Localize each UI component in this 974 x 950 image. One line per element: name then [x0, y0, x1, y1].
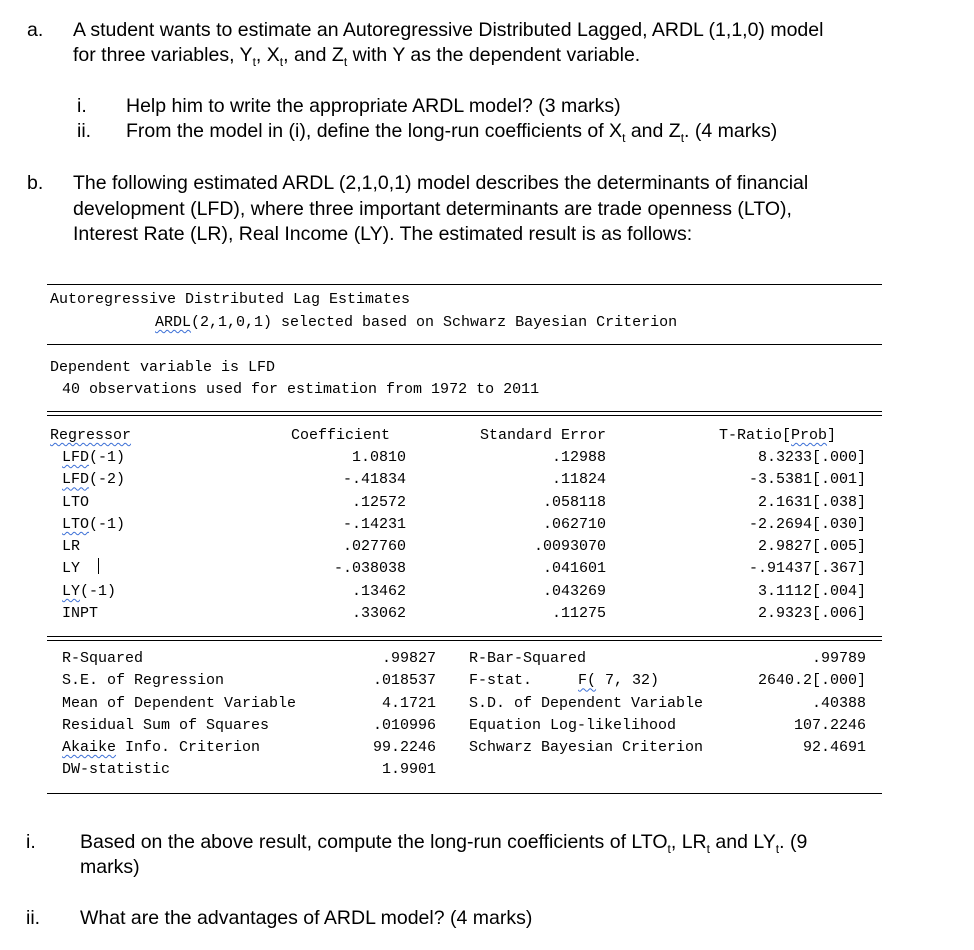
- regressor-cell: LTO: [62, 493, 90, 511]
- part-a-item-1-text: Help him to write the appropriate ARDL model? (3 marks): [126, 95, 621, 117]
- stat-label: DW-statistic: [62, 761, 171, 779]
- header-t-ratio: T-Ratio[Prob]: [719, 427, 837, 444]
- coefficient-cell: -.038038: [333, 560, 406, 578]
- dependent-variable: Dependent variable is LFD: [50, 359, 276, 376]
- t-ratio-column: [700, 447, 866, 625]
- standard-error-cell: .041601: [542, 560, 606, 578]
- coefficient-cell: 1.0810: [351, 449, 406, 466]
- coefficient-cell: .33062: [351, 605, 406, 623]
- output-subtitle: ARDL(2,1,0,1) selected based on Schwarz Bayesian Criterion: [155, 314, 678, 331]
- t-ratio-cell: -2.2694[.030]: [748, 515, 866, 533]
- observations: 40 observations used for estimation from 1972 to 2011: [62, 381, 540, 398]
- part-a-item-2-text: From the model in (i), define the long-run coefficients of $X_t$ and $Z_t$. (4 marks): [126, 120, 778, 145]
- t-ratio-cell: -3.5381[.001]: [748, 471, 866, 489]
- stat-value: .40388: [811, 694, 866, 712]
- regressor-column: [62, 447, 125, 625]
- stat-label: S.D. of Dependent Variable: [469, 694, 704, 712]
- part-a-item-1-number: i.: [77, 95, 87, 117]
- t-ratio-cell: 8.3233[.000]: [757, 449, 866, 466]
- standard-error-column: [490, 447, 606, 625]
- t-ratio-cell: -.91437[.367]: [748, 560, 866, 578]
- output-rule-4: [47, 636, 882, 641]
- output-title: Autoregressive Distributed Lag Estimates: [50, 291, 411, 308]
- question-1-number: i.: [26, 831, 36, 853]
- output-rule-3: [47, 411, 882, 416]
- stat-value: .010996: [372, 716, 436, 734]
- coefficient-cell: .12572: [351, 493, 406, 511]
- part-a-line-1: A student wants to estimate an Autoregressive Distributed Lagged, ARDL (1,1,0) model: [73, 19, 824, 41]
- stat-value: 2640.2[.000]: [757, 672, 866, 690]
- question-2-text: What are the advantages of ARDL model? (4 marks): [80, 907, 533, 929]
- stat-label: Equation Log-likelihood: [469, 716, 677, 734]
- question-2-number: ii.: [26, 907, 41, 929]
- part-a-item-2-number: ii.: [77, 120, 92, 142]
- regressor-cell: LTO(-1): [62, 515, 126, 533]
- header-coefficient: Coefficient: [291, 427, 391, 444]
- regressor-cell: LFD(-1): [62, 449, 126, 466]
- coefficient-cell: .027760: [342, 538, 406, 556]
- t-ratio-cell: 2.9323[.006]: [757, 605, 866, 623]
- part-a-line-2: for three variables, $Y_t$, $X_t$, and $Z_t$ with Y as the dependent variable.: [73, 44, 641, 69]
- stat-label: Schwarz Bayesian Criterion: [469, 739, 704, 757]
- t-ratio-cell: 3.1112[.004]: [757, 582, 866, 600]
- stat-label: R-Bar-Squared: [469, 650, 587, 667]
- stat-label: S.E. of Regression: [62, 672, 225, 690]
- stat-value: 92.4691: [802, 739, 866, 757]
- regressor-cell: INPT: [62, 605, 99, 623]
- header-standard-error: Standard Error: [480, 427, 607, 444]
- stats-right-values: [740, 648, 866, 759]
- output-rule-2: [47, 344, 882, 345]
- standard-error-cell: .062710: [542, 515, 606, 533]
- stat-value: .99827: [381, 650, 436, 667]
- standard-error-cell: .0093070: [533, 538, 606, 556]
- stat-value: 4.1721: [381, 694, 436, 712]
- stat-value: 1.9901: [381, 761, 436, 779]
- stat-value: 99.2246: [372, 739, 436, 757]
- output-bottom-rule: [47, 793, 882, 794]
- standard-error-cell: .12988: [551, 449, 606, 466]
- regressor-cell: LY: [62, 558, 125, 580]
- part-b-line-1: The following estimated ARDL (2,1,0,1) model describes the determinants of financial: [73, 172, 809, 194]
- output-top-rule: [47, 284, 882, 285]
- standard-error-cell: .11275: [551, 605, 606, 623]
- header-regressor: Regressor: [50, 427, 132, 444]
- standard-error-cell: .043269: [542, 582, 606, 600]
- stat-value: .99789: [811, 650, 866, 667]
- stat-value: .018537: [372, 672, 436, 690]
- stats-right-labels: [469, 648, 703, 759]
- part-a-marker: a.: [27, 19, 44, 41]
- stat-label: Mean of Dependent Variable: [62, 694, 297, 712]
- stats-left-labels: [62, 648, 296, 782]
- regressor-cell: LFD(-2): [62, 471, 126, 489]
- t-ratio-cell: 2.9827[.005]: [757, 538, 866, 556]
- regressor-cell: LR: [62, 538, 81, 556]
- coefficient-cell: -.14231: [342, 515, 406, 533]
- stat-label: R-Squared: [62, 650, 144, 667]
- question-1-line-1: Based on the above result, compute the long-run coefficients of $LTO_t$, $LR_t$ and $LY_t$. (9: [80, 831, 808, 856]
- coefficient-cell: .13462: [351, 582, 406, 600]
- part-b-line-2: development (LFD), where three important determinants are trade openness (LTO),: [73, 198, 792, 220]
- t-ratio-cell: 2.1631[.038]: [757, 493, 866, 511]
- question-1-line-2: marks): [80, 856, 140, 878]
- stat-label: Akaike Info. Criterion: [62, 739, 261, 757]
- standard-error-cell: .11824: [551, 471, 606, 489]
- stat-value: 107.2246: [793, 716, 866, 734]
- stats-left-values: [340, 648, 436, 782]
- standard-error-cell: .058118: [542, 493, 606, 511]
- coefficient-cell: -.41834: [342, 471, 406, 489]
- coefficient-column: [300, 447, 406, 625]
- regressor-cell: LY(-1): [62, 582, 117, 600]
- part-b-line-3: Interest Rate (LR), Real Income (LY). The estimated result is as follows:: [73, 223, 693, 245]
- stat-label: F-stat. F( 7, 32): [469, 672, 660, 690]
- stat-label: Residual Sum of Squares: [62, 716, 270, 734]
- part-b-marker: b.: [27, 172, 44, 194]
